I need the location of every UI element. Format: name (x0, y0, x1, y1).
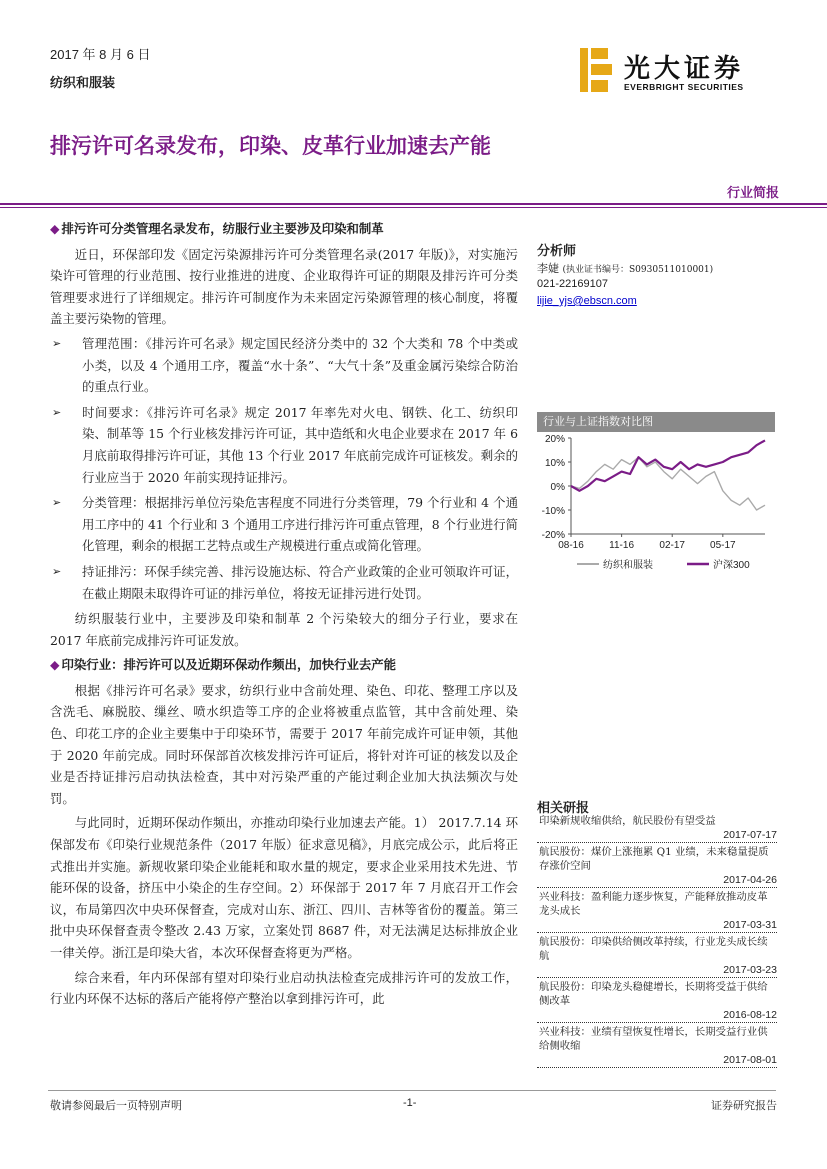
paragraph: 综合来看，年内环保部有望对印染行业启动执法检查完成排污许可的发放工作，行业内环保不达标的落后产能将停产整治以拿到排污许可，此 (50, 969, 518, 1007)
diamond-icon: ◆ (50, 657, 60, 673)
chart-title: 行业与上证指数对比图 (537, 412, 775, 432)
arrow-bullet-icon: ➢ (52, 564, 62, 578)
analyst-name: 李婕 (537, 262, 559, 275)
related-reports-heading: 相关研报 (537, 800, 590, 815)
page-number: -1- (403, 1097, 417, 1109)
paragraph: 与此同时，近期环保动作频出，亦推动印染行业加速去产能。1） 2017.7.14 环保部发布《印染行业规范条件（2017 年版）征求意见稿》，月底完成公示，此后将正式推出并实施。新规收紧印染企业能耗和取水量的规定，要求企业采用技术先进、节能环保的设备，挤压中小染企的生存空间。2）环保部于 2017 年 7 月底召开工作会议，布局第四次中央环保督查，完成对山东、浙江、四川、吉林等省份的覆盖。第三批中央环保督查责令整改 2.43 万家，立案处罚 8687 件，对无法满足达标排放企业一律关停。浙江是印染大省，本次环保督查将更为严格。 (50, 815, 518, 960)
related-report-item[interactable] (537, 890, 777, 933)
section-heading (50, 218, 518, 240)
analyst-heading: 分析师 (537, 243, 577, 258)
series-line-textile-apparel (571, 457, 765, 510)
related-report-date: 2017-03-31 (723, 919, 777, 931)
x-tick-label: 02-17 (659, 540, 686, 551)
section-heading-text: 排污许可分类管理名录发布，纺服行业主要涉及印染和制革 (61, 221, 384, 236)
comparison-chart (537, 412, 777, 582)
legend-label-csi300: 沪深300 (713, 560, 750, 571)
related-report-title[interactable]: 航民股份：印染供给侧改革持续，行业龙头成长续航 (539, 936, 768, 962)
header-rule-thin (0, 207, 827, 208)
related-report-item[interactable] (537, 980, 777, 1023)
legend-label-textile-apparel: 纺织和服装 (603, 560, 653, 571)
analyst-phone: 021-22169107 (537, 278, 608, 290)
x-tick-label: 11-16 (609, 540, 635, 551)
related-report-date: 2017-08-01 (723, 1054, 777, 1066)
related-report-date: 2017-03-23 (723, 964, 777, 976)
header-rule (0, 203, 827, 205)
bullet-item (50, 492, 518, 557)
bullet-text: 管理范围：《排污许可名录》规定国民经济分类中的 32 个大类和 78 个中类或小类，以及 4 个通用工序，覆盖“水十条”、“大气十条”及重金属污染综合防治的重点行业。 (82, 335, 518, 395)
footer-disclaimer: 敬请参阅最后一页特别声明 (50, 1100, 182, 1112)
related-report-item[interactable] (537, 1025, 777, 1068)
paragraph: 根据《排污许可名录》要求，纺织行业中含前处理、染色、印花、整理工序以及含洗毛、麻脱胶、缫丝、喷水织造等工序的企业将被重点监管，其中含前处理、染色、印花工序的企业主要集中于印染环节，需要于 2017 年前完成许可证申领，其他于 2020 年前完成。同时环保部首次核发排污许可证后，将针对许可证的核发以及企业是否持证排污启动执法检查，其中对污染严重的产能过剩企业加大执法频次与处罚。 (50, 682, 518, 806)
related-report-item[interactable] (537, 845, 777, 888)
bullet-item (50, 561, 518, 604)
related-reports-list (537, 814, 777, 1070)
bullet-text: 持证排污：环保手续完善、排污设施达标、符合产业政策的企业可领取许可证，在截止期限未取得许可证的排污单位，将按无证排污进行处罚。 (82, 563, 518, 601)
chart-plot (537, 432, 777, 582)
related-report-title[interactable]: 兴业科技：业绩有望恢复性增长，长期受益行业供给侧收缩 (539, 1026, 768, 1052)
related-report-title[interactable]: 兴业科技：盈利能力逐步恢复，产能释放推动皮革龙头成长 (539, 891, 768, 917)
footer-report-type: 证券研究报告 (711, 1100, 777, 1112)
related-report-date: 2017-04-26 (723, 874, 777, 886)
related-report-title[interactable]: 印染新规收缩供给，航民股份有望受益 (539, 815, 716, 827)
analyst-email-link[interactable]: lijie_yjs@ebscn.com (537, 295, 637, 307)
everbright-logo-icon (580, 48, 612, 92)
logo-chinese-name: 光大证券 (624, 54, 745, 84)
y-tick-label: 10% (544, 458, 565, 469)
arrow-bullet-icon: ➢ (52, 336, 62, 350)
related-report-item[interactable] (537, 935, 777, 978)
y-tick-label: -20% (541, 530, 565, 541)
series-line-csi300 (571, 440, 765, 490)
related-report-date: 2017-07-17 (723, 829, 777, 841)
company-logo (580, 48, 780, 96)
related-report-date: 2016-08-12 (723, 1009, 777, 1021)
y-tick-label: -10% (541, 506, 565, 517)
related-report-title[interactable]: 航民股份：印染龙头稳健增长，长期将受益于供给侧改革 (539, 981, 768, 1007)
x-tick-label: 08-16 (558, 540, 584, 551)
footer-rule (48, 1090, 776, 1091)
analyst-cert: (执业证书编号：S0930511010001) (562, 265, 714, 275)
related-report-title[interactable]: 航民股份：煤价上涨拖累 Q1 业绩，未来稳量提质存涨价空间 (539, 846, 769, 872)
paragraph: 近日，环保部印发《固定污染源排污许可分类管理名录(2017 年版)》，对实施污染许可管理的行业范围、按行业推进的进度、企业取得许可证的期限及排污许可分类管理要求进行了详细规定。排污许可制度作为未来固定污染源管理的核心制度，将覆盖主要污染物的管理。 (50, 246, 518, 327)
section-heading (50, 654, 518, 676)
bullet-text: 分类管理：根据排污单位污染危害程度不同进行分类管理，79 个行业和 4 个通用工序中的 41 个行业和 3 个通用工序进行排污许可重点管理，8 个行业进行简化管理，剩余的根据工艺特点或生产规模进行重点或简化管理。 (82, 495, 518, 554)
arrow-bullet-icon: ➢ (52, 405, 62, 419)
arrow-bullet-icon: ➢ (52, 496, 62, 510)
report-date: 2017 年 8 月 6 日 (50, 47, 151, 62)
x-tick-label: 05-17 (710, 540, 736, 551)
section-heading-text: 印染行业：排污许可以及近期环保动作频出，加快行业去产能 (61, 657, 397, 673)
y-tick-label: 20% (544, 434, 565, 445)
bullet-item (50, 333, 518, 398)
sector-label: 纺织和服装 (50, 75, 116, 90)
bullet-text: 时间要求：《排污许可名录》规定 2017 年率先对火电、钢铁、化工、纺织印染、制革等 15 个行业核发排污许可证，其中造纸和火电企业要求在 2017 年 6 月底前取得排污许可证，其他 13 个行业 2017 年底前完成许可证核发。剩余的行业应当于 2020 年前实现持证排污。 (82, 404, 518, 485)
diamond-icon: ◆ (50, 221, 60, 236)
bullet-item (50, 402, 518, 488)
logo-english-name: EVERBRIGHT SECURITIES (624, 82, 744, 92)
document-type: 行业简报 (726, 185, 779, 200)
report-title: 排污许可名录发布，印染、皮革行业加速去产能 (50, 135, 491, 158)
analyst-info (537, 260, 777, 276)
main-content (50, 218, 518, 1013)
y-tick-label: 0% (550, 482, 565, 493)
related-report-item[interactable] (537, 814, 777, 843)
paragraph: 纺织服装行业中，主要涉及印染和制革 2 个污染较大的细分子行业，要求在 2017 年底前完成排污许可证发放。 (50, 611, 518, 648)
